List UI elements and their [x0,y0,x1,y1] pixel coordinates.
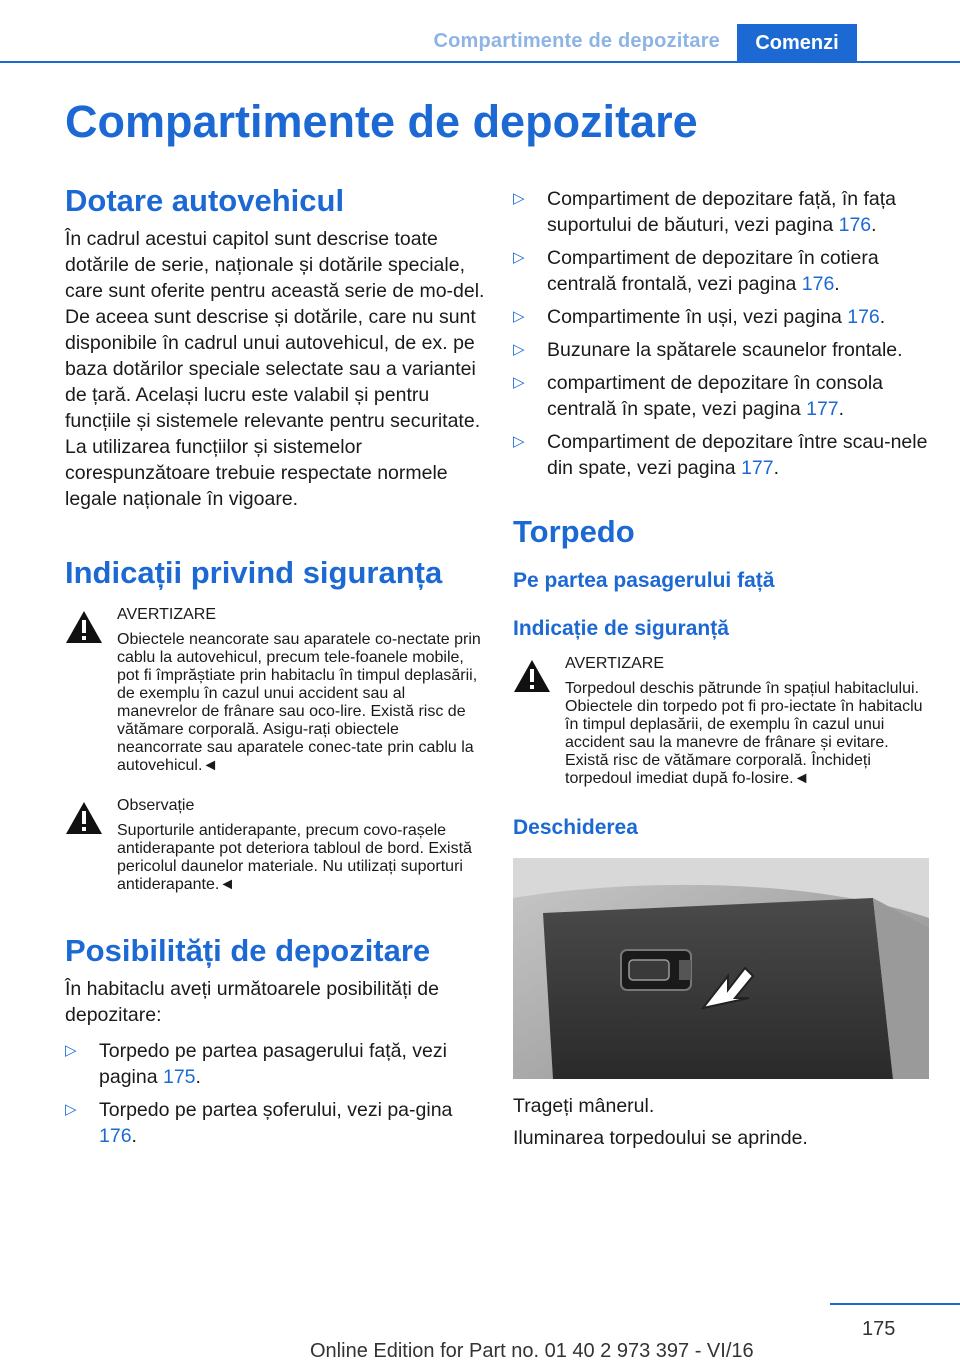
list-arrow-icon: ▷ [65,1042,77,1059]
dotare-text: În cadrul acestui capitol sunt descrise toate dotările de serie, naționale și dotările speciale, care sunt oferite pentru această serie de mo‐del. De aceea sunt descrise și dotările, care nu sunt disponibile în cadrul unui autovehicul, de ex. pe baza dotărilor speciale selectate sau a variantei de țară. Același lucru este valabil și pentru funcțiile și sistemele relevante pentru securitate. La utilizarea funcțiilor și sistemelor corespunzătoare trebuie respectate normele legale naționale în vigoare. [65,228,485,510]
list-item-text: Compartiment de depozitare față, în fața suportului de băuturi, vezi pagina [547,188,897,236]
list-arrow-icon: ▷ [65,1101,77,1118]
list-item-end: . [195,1066,201,1088]
storage-list [513,186,931,481]
list-item-text: Torpedo pe partea pasagerului față, vezi pagina [99,1040,447,1088]
posibilitati-intro: În habitaclu aveți următoarele posibilități de depozitare: [65,978,439,1026]
warning-title: AVERTIZARE [565,655,664,672]
list-item [513,245,931,297]
list-item-text: Compartimente în uși, vezi pagina [547,306,848,328]
right-column [513,186,931,1151]
list-item-end: . [773,457,780,479]
list-item [65,1097,485,1149]
list-item-end: . [834,273,840,295]
edition-text: Online Edition for Part no. 01 40 2 973 397 - VI/16 [310,1340,754,1362]
torpedo-heading: Torpedo [513,514,635,549]
header-section-title: Compartimente de depozitare [433,30,720,52]
list-arrow-icon: ▷ [513,308,525,325]
page-number: 175 [862,1318,896,1340]
warning-text [117,631,485,775]
list-item [513,186,931,238]
step-light-on: Iluminarea torpedoului se aprinde. [513,1127,808,1149]
list-item-text: Torpedo pe partea șoferului, vezi pa‐gina [99,1099,453,1121]
note-title: Observație [117,797,195,814]
warning-block [65,606,485,775]
list-arrow-icon: ▷ [513,249,525,266]
list-item-end: . [879,306,886,328]
list-item-text: Buzunare la spătarele scaunelor frontale. [547,339,903,361]
warning-text-body: Obiectele neancorate sau aparatele co‐nectate prin cablu la autovehicul, precum tele‐foanele mobile, pot fi împrăștiate prin habitaclu în timpul deplasării, de exemplu în cazul unui accident sau al manevrelor de frânare sau oco‐lire. Există risc de vătămare corporală. Asigu‐rați obiectele neancorrate sau aparatele conec‐tate prin cablu la autovehicul.◄ [117,631,481,774]
posibilitati-list [65,1038,485,1149]
note-text-body: Suporturile antiderapante, precum covo‐rașele antiderapante pot deteriora tabloul de bord. Există pericolul daunelor materiale. Nu utilizați suporturi antiderapante.◄ [117,822,472,893]
list-item [513,429,931,481]
list-item-text: compartiment de depozitare în consola centrală în spate, vezi pagina [547,372,884,420]
list-arrow-icon: ▷ [513,341,525,358]
page-link[interactable]: 177 [806,398,839,420]
list-item [65,1038,485,1090]
list-item-text: Compartiment de depozitare între scau‐nele din spate, vezi pagina [547,431,928,479]
torpedo-warning-block [513,655,931,788]
list-item-end: . [131,1125,137,1147]
note-triangle-icon [65,801,103,835]
page-link[interactable]: 177 [741,457,774,479]
list-arrow-icon: ▷ [513,190,525,207]
page-link[interactable]: 176 [99,1125,132,1147]
page-link[interactable]: 176 [801,273,835,295]
page-link[interactable]: 176 [847,306,880,328]
list-arrow-icon: ▷ [513,433,525,450]
list-item-text: Compartiment de depozitare în cotiera centrală frontală, vezi pagina [547,247,879,295]
page-link[interactable]: 176 [838,214,872,236]
open-heading: Deschiderea [513,816,638,839]
list-item-end: . [871,214,877,236]
warning-text-body: Torpedoul deschis pătrunde în spațiul habitaclului. Obiectele din torpedo pot fi pro‐iectate în habitaclu în timpul deplasării, de exemplu în cazul unui accident sau la manevre de frânare și evitare. Există risc de vătămare corporală. Închideți torpedoul imediat după fo‐losire.◄ [565,680,923,787]
header-divider [0,61,960,63]
posibilitati-heading: Posibilități de depozitare [65,933,431,968]
list-arrow-icon: ▷ [513,374,525,391]
torpedo-subheading: Pe partea pasagerului față [513,569,775,592]
list-item [513,370,931,422]
safety-heading: Indicație de siguranță [513,617,729,640]
header-tab-comenzi[interactable]: Comenzi [737,24,857,62]
glovebox-photo [513,858,929,1079]
step-pull-handle: Trageți mânerul. [513,1095,655,1117]
warning-title: AVERTIZARE [117,606,216,623]
footer-divider [830,1303,960,1305]
note-text [117,822,485,894]
warning-triangle-icon [65,610,103,644]
note-block [65,797,485,894]
page-title: Compartimente de depozitare [65,96,698,147]
dotare-heading: Dotare autovehicul [65,183,345,218]
list-item-end: . [838,398,845,420]
list-item [513,337,931,363]
list-item [513,304,931,330]
warning-triangle-icon [513,659,551,693]
glovebox-illustration [513,858,929,1079]
page-link[interactable]: 175 [162,1066,196,1088]
siguranta-heading: Indicații privind siguranța [65,555,443,590]
warning-text [565,680,931,788]
left-column [65,182,485,1156]
